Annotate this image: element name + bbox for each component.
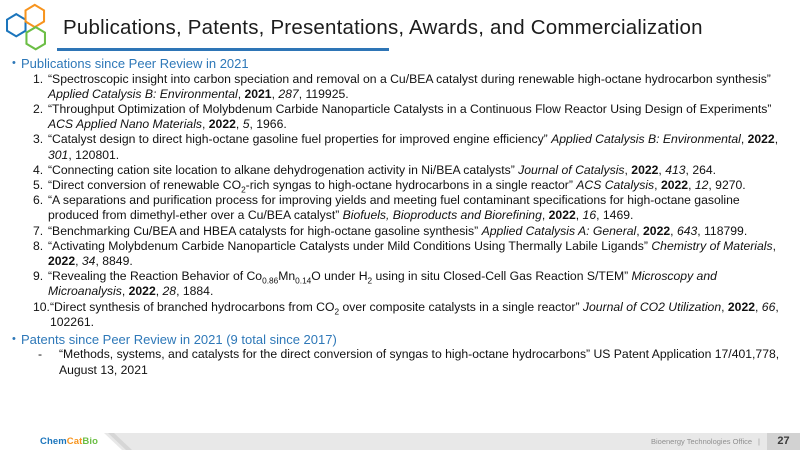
publication-item [33,102,786,132]
text-segment: Applied Catalysis A: General [481,223,637,238]
publication-item [33,269,786,299]
text-segment: , 120801. [68,147,120,162]
text-segment: Journal of CO2 Utilization [582,299,722,314]
text-segment: Applied Catalysis B: Environmental [48,86,238,101]
publication-citation [48,269,786,299]
patent-citation [59,347,786,377]
text-segment: , 119925. [298,86,349,101]
text-segment: ACS Catalysis [576,177,655,192]
chemcatbio-logo [40,433,98,450]
text-segment: , 102261. [49,299,779,329]
slide-header [0,0,800,52]
text-segment: 413 [665,162,686,177]
text-segment: , [575,208,583,223]
publication-number: 9. [33,269,44,284]
hexagons-logo-icon [6,3,58,53]
text-segment: O under H [311,269,368,284]
text-segment: 0.14 [295,275,312,286]
text-segment: , [202,117,209,132]
publications-heading-label: Publications since Peer Review in 2021 [21,56,249,71]
publication-item [33,132,786,162]
text-segment: 66 [761,299,776,314]
text-segment: 5 [242,117,250,132]
text-segment: 2022 [727,299,756,314]
text-segment: 34 [81,253,96,268]
text-segment: , [624,162,632,177]
text-segment: ACS Applied Nano Materials [48,117,202,132]
text-segment: Journal of Catalysis [518,162,625,177]
text-segment: “Methods, systems, and catalysts for the direct conversion of syngas to high-octane hydrocarbons” US Patent Application 17/401,778, August 13, 2021 [59,347,780,377]
text-segment: , [772,238,776,253]
publication-citation [48,102,786,132]
text-segment: , 9270. [708,177,746,192]
text-segment: 2022 [747,132,775,147]
publication-number: 4. [33,162,44,177]
text-segment: using in situ Closed-Cell Gas Reaction S/TEM” [372,269,632,284]
text-segment: , [688,177,695,192]
publication-citation [50,300,786,330]
title-underline [57,48,389,51]
slide-footer [0,433,800,450]
publication-item [33,163,786,178]
text-segment: 2 [367,275,373,286]
text-segment: , [658,162,666,177]
publications-section-heading [12,56,786,72]
text-segment: “Direct conversion of renewable CO [48,177,242,192]
text-segment: 2022 [643,223,671,238]
publication-number: 1. [33,71,44,86]
text-segment: “Throughput Optimization of Molybdenum Carbide Nanoparticle Catalysts in a Continuous Flow Reactor Using Design of Experiments” [48,101,772,116]
text-segment: Mn [278,269,296,284]
text-segment: , 8849. [95,253,133,268]
publication-number: 3. [33,132,44,147]
text-segment: 2 [334,305,340,316]
text-segment: , [740,132,748,147]
text-segment: , 1884. [176,284,214,299]
text-segment: 2021 [244,86,272,101]
text-segment: , [774,132,779,147]
text-segment: “A separations and purification process for improving yields and meeting fuel contaminant specifications for high-octane gasoline produced from dimethyl-ether over a Cu/BEA catalyst” [48,193,740,223]
publication-citation [48,72,786,102]
publication-number: 5. [33,177,44,192]
bullet-icon: • [12,332,16,345]
text-segment: , [75,253,82,268]
logo-chem-text: Chem [40,436,67,447]
page-number: 27 [777,435,790,447]
text-segment: , 118799. [697,223,748,238]
text-segment: , [237,86,245,101]
text-segment: -rich syngas to high-octane hydrocarbons in a single reactor” [245,177,577,192]
text-segment: 2022 [548,208,576,223]
text-segment: 28 [162,284,177,299]
text-segment: “Connecting cation site location to alkane dehydrogenation activity in Ni/BEA catalysts” [48,162,519,177]
text-segment: 2022 [128,284,156,299]
text-segment: 287 [278,86,299,101]
patents-list [12,347,786,377]
text-segment: , 1966. [249,117,287,132]
publications-list [12,72,786,330]
text-segment: , 1469. [596,208,634,223]
text-segment: 301 [48,147,69,162]
footer-office-label [651,433,760,450]
publication-number: 2. [33,101,44,116]
text-segment: “Benchmarking Cu/BEA and HBEA catalysts for high-octane gasoline synthesis” [48,223,482,238]
text-segment: 2022 [208,117,236,132]
dash-bullet-icon: - [38,347,43,362]
text-segment: , [235,117,243,132]
publication-citation [48,163,786,178]
patents-heading-label: Patents since Peer Review in 2021 (9 total since 2017) [21,331,337,347]
text-segment: 12 [694,177,709,192]
publication-item [33,300,786,330]
publication-number: 7. [33,223,44,238]
text-segment: , [121,284,129,299]
publication-item [33,193,786,223]
patent-item [38,347,786,377]
slide-content [0,52,800,378]
text-segment: over composite catalysts in a single reactor” [339,299,583,314]
publication-citation [48,178,786,193]
publication-item [33,72,786,102]
text-segment: , [654,177,661,192]
page-number-badge [767,433,800,450]
publication-number: 10. [33,299,50,314]
text-segment: , [271,86,279,101]
text-segment: , [636,223,644,238]
office-name: Bioenergy Technologies Office [651,437,753,446]
footer-divider: | [758,437,760,446]
text-segment: 2022 [631,162,659,177]
logo-bio-text: Bio [82,436,99,447]
publication-item [33,224,786,239]
text-segment: “Revealing the Reaction Behavior of Co [48,269,263,284]
publication-item [33,239,786,269]
publication-citation [48,132,786,162]
publication-number: 6. [33,193,44,208]
text-segment: Microscopy and Microanalysis [48,269,717,299]
text-segment: “Catalyst design to direct high-octane gasoline fuel properties for improved engine efficiency” [48,132,552,147]
patents-section-heading [12,332,786,348]
text-segment: , [541,208,549,223]
publication-item [33,178,786,193]
text-segment: Biofuels, Bioproducts and Biorefining [342,208,542,223]
text-segment: 16 [582,208,597,223]
text-segment: , 264. [685,162,717,177]
text-segment: 2 [241,184,246,195]
publication-citation [48,193,786,223]
publication-citation [48,224,786,239]
publication-number: 8. [33,238,44,253]
publication-citation [48,239,786,269]
text-segment: 0.86 [262,275,279,286]
bullet-icon: • [12,57,16,69]
logo-cat-text: Cat [66,436,83,447]
text-segment: “Direct synthesis of branched hydrocarbons from CO [49,299,335,314]
text-segment: , [670,223,677,238]
text-segment: , [721,299,728,314]
text-segment: Chemistry of Materials [651,238,773,253]
text-segment: , [155,284,163,299]
page-title: Publications, Patents, Presentations, Awards, and Commercialization [63,16,703,39]
text-segment: 2022 [660,177,689,192]
text-segment: , [755,299,762,314]
text-segment: Applied Catalysis B: Environmental [551,132,741,147]
text-segment: “Activating Molybdenum Carbide Nanoparticle Catalysts under Mild Conditions Using Thermally Labile Ligands” [48,238,652,253]
text-segment: “Spectroscopic insight into carbon speciation and removal on a Cu/BEA catalyst during renewable high-octane hydrocarbon synthesis” [48,71,771,86]
text-segment: 643 [676,223,698,238]
text-segment: 2022 [48,253,76,268]
